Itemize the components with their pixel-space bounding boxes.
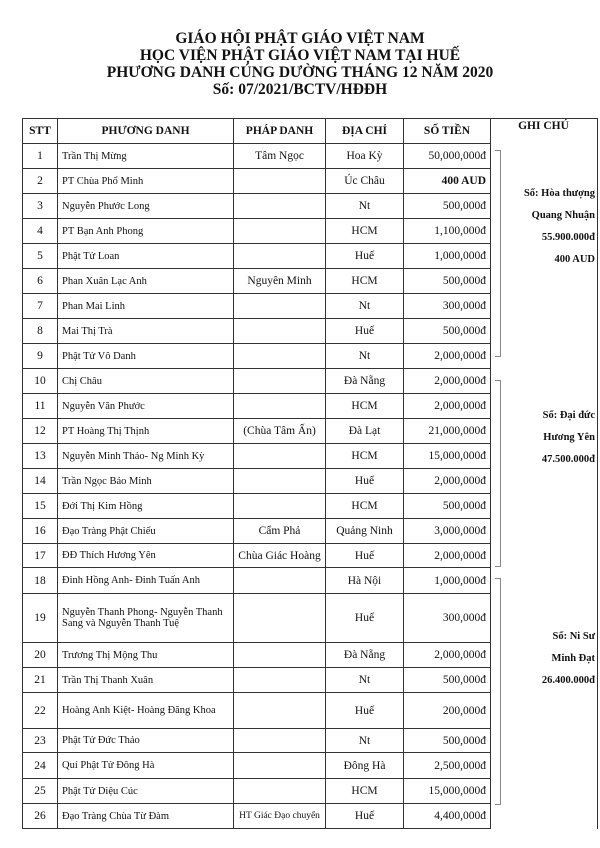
table-row xyxy=(23,144,491,169)
dharma-name xyxy=(234,494,326,519)
row-number: 11 xyxy=(23,394,58,419)
amount: 2,000,000đ xyxy=(404,544,491,568)
donor-name: Phật Tử Loan xyxy=(58,244,234,269)
donor-name: Nguyễn Thanh Phong- Nguyễn Thanh Sang và Nguyễn Thanh Tuệ xyxy=(58,594,234,643)
dharma-name xyxy=(234,444,326,469)
row-number: 8 xyxy=(23,319,58,344)
row-number: 4 xyxy=(23,219,58,244)
amount: 400 AUD xyxy=(404,169,491,194)
dharma-name: HT Giác Đạo chuyển xyxy=(234,804,326,829)
amount: 2,000,000đ xyxy=(404,344,491,369)
amount: 300,000đ xyxy=(404,294,491,319)
column-header-stt: STT xyxy=(23,119,58,144)
table-row xyxy=(23,419,491,444)
donation-table xyxy=(22,118,491,829)
header-line: GIÁO HỘI PHẬT GIÁO VIỆT NAM xyxy=(175,30,425,47)
header-line: HỌC VIỆN PHẬT GIÁO VIỆT NAM TẠI HUẾ xyxy=(139,47,461,64)
donor-name: ĐĐ Thích Hương Yên xyxy=(58,544,234,568)
dharma-name xyxy=(234,294,326,319)
row-number: 15 xyxy=(23,494,58,519)
table-row xyxy=(23,269,491,294)
dharma-name xyxy=(234,394,326,419)
row-number: 19 xyxy=(23,594,58,643)
address: Đà Nẵng xyxy=(326,369,404,394)
amount: 2,000,000đ xyxy=(404,643,491,668)
column-header-amount: SỐ TIỀN xyxy=(404,119,491,144)
table-row xyxy=(23,219,491,244)
note-line: 26.400.000đ xyxy=(541,675,595,686)
note-line: Hương Yên xyxy=(543,432,595,443)
amount: 3,000,000đ xyxy=(404,519,491,544)
dharma-name xyxy=(234,169,326,194)
donor-name: Chị Châu xyxy=(58,369,234,394)
donor-name: PT Chùa Phổ Minh xyxy=(58,169,234,194)
row-number: 14 xyxy=(23,469,58,494)
amount: 500,000đ xyxy=(404,494,491,519)
address: Đà Nẵng xyxy=(326,643,404,668)
table-row xyxy=(23,319,491,344)
dharma-name xyxy=(234,219,326,244)
note-line: 400 AUD xyxy=(554,254,595,265)
amount: 1,000,000đ xyxy=(404,244,491,269)
table-row xyxy=(23,494,491,519)
dharma-name xyxy=(234,194,326,219)
dharma-name xyxy=(234,668,326,693)
dharma-name: Chùa Giác Hoàng xyxy=(234,544,326,568)
table-row xyxy=(23,779,491,804)
table-row xyxy=(23,344,491,369)
address: Hà Nội xyxy=(326,568,404,594)
note-group-1 xyxy=(500,183,595,271)
amount: 21,000,000đ xyxy=(404,419,491,444)
column-header-name: PHƯƠNG DANH xyxy=(58,119,234,144)
donor-name: Phan Xuân Lạc Anh xyxy=(58,269,234,294)
row-number: 24 xyxy=(23,753,58,779)
amount: 15,000,000đ xyxy=(404,444,491,469)
dharma-name xyxy=(234,643,326,668)
table-row xyxy=(23,804,491,829)
dharma-name xyxy=(234,369,326,394)
row-number: 16 xyxy=(23,519,58,544)
table-row xyxy=(23,169,491,194)
header-line: PHƯƠNG DANH CÚNG DƯỜNG THÁNG 12 NĂM 2020 xyxy=(106,64,494,81)
row-number: 23 xyxy=(23,729,58,753)
address: Huế xyxy=(326,594,404,643)
note-line: 55.900.000đ xyxy=(541,232,595,243)
donor-name: Trần Thị Thanh Xuân xyxy=(58,668,234,693)
donor-name: Đạo Tràng Chùa Từ Đàm xyxy=(58,804,234,829)
amount: 1,000,000đ xyxy=(404,568,491,594)
address: Nt xyxy=(326,194,404,219)
note-line: Minh Đạt xyxy=(551,653,595,664)
note-line: Sổ: Ni Sư xyxy=(552,631,595,642)
note-line: 47.500.000đ xyxy=(541,454,595,465)
row-number: 21 xyxy=(23,668,58,693)
address: Nt xyxy=(326,344,404,369)
address: Nt xyxy=(326,294,404,319)
donor-name: Đới Thị Kim Hồng xyxy=(58,494,234,519)
column-header-notes: GHI CHÚ xyxy=(518,120,569,132)
amount: 2,500,000đ xyxy=(404,753,491,779)
amount: 2,000,000đ xyxy=(404,394,491,419)
donor-name: Phật Tử Đức Thảo xyxy=(58,729,234,753)
amount: 15,000,000đ xyxy=(404,779,491,804)
donor-name: Nguyễn Minh Thảo- Ng Minh Kỳ xyxy=(58,444,234,469)
address: Huế xyxy=(326,469,404,494)
row-number: 12 xyxy=(23,419,58,444)
address: Huế xyxy=(326,319,404,344)
address: Hoa Kỳ xyxy=(326,144,404,169)
address: Huế xyxy=(326,244,404,269)
note-line: Sổ: Hòa thượng xyxy=(523,188,595,199)
dharma-name xyxy=(234,753,326,779)
amount: 2,000,000đ xyxy=(404,369,491,394)
amount: 200,000đ xyxy=(404,693,491,729)
row-number: 26 xyxy=(23,804,58,829)
row-number: 6 xyxy=(23,269,58,294)
address: Nt xyxy=(326,668,404,693)
row-number: 22 xyxy=(23,693,58,729)
address: Huế xyxy=(326,693,404,729)
donor-name: Trần Ngọc Bảo Minh xyxy=(58,469,234,494)
dharma-name xyxy=(234,469,326,494)
table-row xyxy=(23,753,491,779)
donor-name: Mai Thị Trà xyxy=(58,319,234,344)
address: Úc Châu xyxy=(326,169,404,194)
note-group-3 xyxy=(500,626,595,692)
dharma-name: Cẩm Phả xyxy=(234,519,326,544)
address: HCM xyxy=(326,779,404,804)
address: Đà Lạt xyxy=(326,419,404,444)
address: HCM xyxy=(326,444,404,469)
address: HCM xyxy=(326,269,404,294)
amount: 500,000đ xyxy=(404,729,491,753)
donor-name: Nguyễn Phước Long xyxy=(58,194,234,219)
table-row xyxy=(23,369,491,394)
dharma-name: (Chùa Tâm Ấn) xyxy=(234,419,326,444)
amount: 2,000,000đ xyxy=(404,469,491,494)
address: HCM xyxy=(326,394,404,419)
amount: 500,000đ xyxy=(404,319,491,344)
table-row xyxy=(23,444,491,469)
column-header-dharma-name: PHÁP DANH xyxy=(234,119,326,144)
address: Huế xyxy=(326,804,404,829)
donor-name: Quí Phật Tử Đông Hà xyxy=(58,753,234,779)
table-row xyxy=(23,693,491,729)
address: Quảng Ninh xyxy=(326,519,404,544)
note-group-2 xyxy=(500,405,595,471)
row-number: 25 xyxy=(23,779,58,804)
donor-name: Phật Tử Vô Danh xyxy=(58,344,234,369)
dharma-name xyxy=(234,244,326,269)
document-header xyxy=(0,30,600,98)
row-number: 17 xyxy=(23,544,58,568)
address: HCM xyxy=(326,494,404,519)
dharma-name: Tâm Ngọc xyxy=(234,144,326,169)
dharma-name xyxy=(234,779,326,804)
table-row xyxy=(23,729,491,753)
table-row xyxy=(23,244,491,269)
table-row xyxy=(23,519,491,544)
row-number: 10 xyxy=(23,369,58,394)
row-number: 18 xyxy=(23,568,58,594)
address: Đông Hà xyxy=(326,753,404,779)
table-row xyxy=(23,668,491,693)
row-number: 13 xyxy=(23,444,58,469)
table-row xyxy=(23,294,491,319)
row-number: 7 xyxy=(23,294,58,319)
dharma-name: Nguyên Minh xyxy=(234,269,326,294)
donor-name: Đạo Tràng Phật Chiếu xyxy=(58,519,234,544)
dharma-name xyxy=(234,693,326,729)
table-row xyxy=(23,643,491,668)
table-row xyxy=(23,394,491,419)
dharma-name xyxy=(234,729,326,753)
amount: 500,000đ xyxy=(404,269,491,294)
table-row xyxy=(23,194,491,219)
amount: 300,000đ xyxy=(404,594,491,643)
donor-name: Phật Tử Diệu Cúc xyxy=(58,779,234,804)
donor-name: Nguyễn Văn Phước xyxy=(58,394,234,419)
donor-name: PT Bạn Anh Phong xyxy=(58,219,234,244)
row-number: 3 xyxy=(23,194,58,219)
donor-name: Phan Mai Linh xyxy=(58,294,234,319)
table-row xyxy=(23,568,491,594)
address: Huế xyxy=(326,544,404,568)
donor-name: Đinh Hồng Anh- Đinh Tuấn Anh xyxy=(58,568,234,594)
row-number: 9 xyxy=(23,344,58,369)
table-row xyxy=(23,544,491,568)
row-number: 5 xyxy=(23,244,58,269)
dharma-name xyxy=(234,344,326,369)
donor-name: PT Hoàng Thị Thịnh xyxy=(58,419,234,444)
row-number: 1 xyxy=(23,144,58,169)
amount: 1,100,000đ xyxy=(404,219,491,244)
document-number: Số: 07/2021/BCTV/HĐĐH xyxy=(212,81,388,98)
table-row xyxy=(23,594,491,643)
donor-name: Hoàng Anh Kiệt- Hoàng Đăng Khoa xyxy=(58,693,234,729)
donor-name: Trần Thị Mừng xyxy=(58,144,234,169)
note-line: Quang Nhuận xyxy=(531,210,595,221)
table-row xyxy=(23,469,491,494)
dharma-name xyxy=(234,319,326,344)
amount: 4,400,000đ xyxy=(404,804,491,829)
donor-name: Trương Thị Mộng Thu xyxy=(58,643,234,668)
dharma-name xyxy=(234,568,326,594)
note-line: Sổ: Đại đức xyxy=(542,410,595,421)
amount: 50,000,000đ xyxy=(404,144,491,169)
column-header-address: ĐỊA CHỈ xyxy=(326,119,404,144)
dharma-name xyxy=(234,594,326,643)
address: HCM xyxy=(326,219,404,244)
row-number: 2 xyxy=(23,169,58,194)
address: Nt xyxy=(326,729,404,753)
amount: 500,000đ xyxy=(404,194,491,219)
amount: 500,000đ xyxy=(404,668,491,693)
row-number: 20 xyxy=(23,643,58,668)
